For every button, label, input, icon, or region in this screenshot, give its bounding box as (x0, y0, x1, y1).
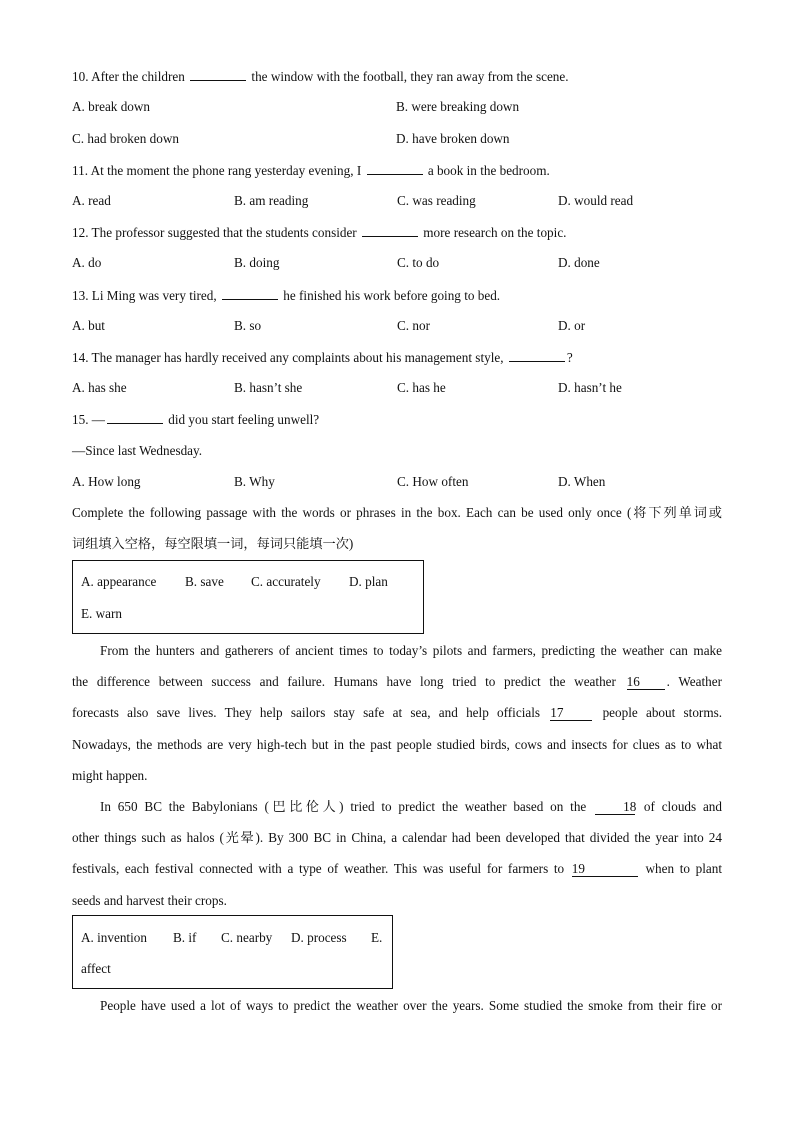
stem-text: — (91, 412, 105, 427)
question-number: 15. (72, 412, 89, 427)
word-box-1 (72, 560, 424, 634)
stem-text: did you start feeling unwell? (168, 412, 320, 427)
option-d[interactable]: D. or (558, 318, 586, 333)
option-c[interactable]: C. was reading (397, 193, 476, 208)
option-b[interactable]: B. Why (234, 474, 275, 489)
instruction-line-1: Complete the following passage with the words or phrases in the box. Each can be used only once (将下列单词或 (72, 505, 722, 520)
word-box-item: D. plan (349, 574, 388, 589)
word-box-item: affect (81, 961, 111, 976)
passage-line: Nowadays, the methods are very high-tech but in the past people studied birds, cows and insects for clues as to what (72, 736, 722, 752)
option-d[interactable]: D. done (558, 255, 600, 270)
answer-blank-19[interactable]: 19 (572, 862, 638, 877)
word-box-item: E. warn (81, 606, 123, 621)
question-12-stem (72, 224, 566, 241)
question-15-stem (72, 411, 319, 428)
answer-blank[interactable] (509, 349, 565, 362)
word-box-item: E. (371, 930, 383, 945)
word-box-item: C. nearby (221, 930, 273, 945)
question-number: 14. (72, 350, 89, 365)
option-b[interactable]: B. so (234, 318, 262, 333)
answer-blank-16[interactable]: 16 (627, 675, 665, 690)
passage-line: seeds and harvest their crops. (72, 892, 227, 908)
passage-line: forecasts also save lives. They help sailors stay safe at sea, and help officials 17 people about storms. (72, 705, 723, 721)
stem-text: The manager has hardly received any complaints about his management style, (91, 350, 504, 365)
question-11-stem (72, 162, 550, 179)
option-b[interactable]: B. doing (234, 255, 280, 270)
option-b[interactable]: B. hasn’t she (234, 380, 303, 395)
option-b[interactable]: B. were breaking down (396, 99, 520, 114)
stem-text: he finished his work before going to bed. (283, 288, 501, 303)
passage-paragraph-2 (72, 791, 722, 916)
passage-line: the difference between success and failure. Humans have long tried to predict the weather 16 . Weather (72, 674, 723, 690)
answer-blank[interactable] (362, 224, 418, 237)
option-d[interactable]: D. When (558, 474, 606, 489)
question-15-reply: —Since last Wednesday. (72, 443, 203, 458)
stem-text: The professor suggested that the students consider (91, 225, 357, 240)
answer-blank[interactable] (222, 287, 278, 300)
question-10-stem (72, 68, 569, 85)
passage-line: From the hunters and gatherers of ancient times to today’s pilots and farmers, predicting the weather can make (100, 643, 722, 658)
question-number: 12. (72, 225, 89, 240)
passage-paragraph-1 (72, 635, 722, 791)
word-box-item: A. invention (81, 930, 147, 945)
option-a[interactable]: A. has she (72, 380, 127, 395)
option-c[interactable]: C. How often (397, 474, 469, 489)
question-number: 13. (72, 288, 89, 303)
question-number: 11. (72, 163, 88, 178)
option-c[interactable]: C. nor (397, 318, 430, 333)
stem-text: the window with the football, they ran away from the scene. (251, 69, 569, 84)
option-d[interactable]: D. would read (558, 193, 634, 208)
option-d[interactable]: D. hasn’t he (558, 380, 622, 395)
instruction-line-2: 词组填入空格，每空限填一词，每词只能填一次) (72, 536, 354, 551)
question-number: 10. (72, 69, 89, 84)
question-13-stem (72, 287, 500, 304)
stem-text: After the children (91, 69, 185, 84)
passage-line: In 650 BC the Babylonians (巴比伦人) tried to predict the weather based on the 18 of clouds and (100, 799, 722, 814)
word-box-item: B. if (173, 930, 197, 945)
word-box-item: B. save (185, 574, 224, 589)
stem-text: Li Ming was very tired, (91, 288, 217, 303)
answer-blank-17[interactable]: 17 (550, 706, 592, 721)
stem-text: At the moment the phone rang yesterday evening, I (90, 163, 362, 178)
answer-blank[interactable] (190, 68, 246, 81)
word-box-item: D. process (291, 930, 347, 945)
word-box-2 (72, 915, 393, 989)
passage-line: might happen. (72, 767, 148, 783)
option-a[interactable]: A. do (72, 255, 102, 270)
option-d[interactable]: D. have broken down (396, 131, 510, 146)
passage-line: festivals, each festival connected with a type of weather. This was useful for farmers to 19 when to plant (72, 861, 722, 877)
option-c[interactable]: C. had broken down (72, 131, 179, 146)
option-b[interactable]: B. am reading (234, 193, 309, 208)
option-a[interactable]: A. but (72, 318, 105, 333)
passage-line: People have used a lot of ways to predict the weather over the years. Some studied the smoke from their fire or (100, 998, 722, 1013)
answer-blank[interactable] (107, 411, 163, 424)
stem-text: a book in the bedroom. (427, 163, 550, 178)
passage-paragraph-3 (72, 990, 722, 1021)
passage-line: other things such as halos (光晕). By 300 BC in China, a calendar had been developed that divided the year into 24 (72, 830, 722, 846)
option-a[interactable]: A. read (72, 193, 111, 208)
answer-blank[interactable] (367, 162, 423, 175)
option-c[interactable]: C. has he (397, 380, 446, 395)
answer-blank-18[interactable]: 18 (595, 800, 635, 815)
option-c[interactable]: C. to do (397, 255, 440, 270)
stem-text: ? (566, 350, 573, 365)
option-a[interactable]: A. How long (72, 474, 141, 489)
word-box-item: A. appearance (81, 574, 157, 589)
stem-text: more research on the topic. (423, 225, 567, 240)
word-box-item: C. accurately (251, 574, 321, 589)
option-a[interactable]: A. break down (72, 99, 151, 114)
question-14-stem (72, 349, 573, 366)
